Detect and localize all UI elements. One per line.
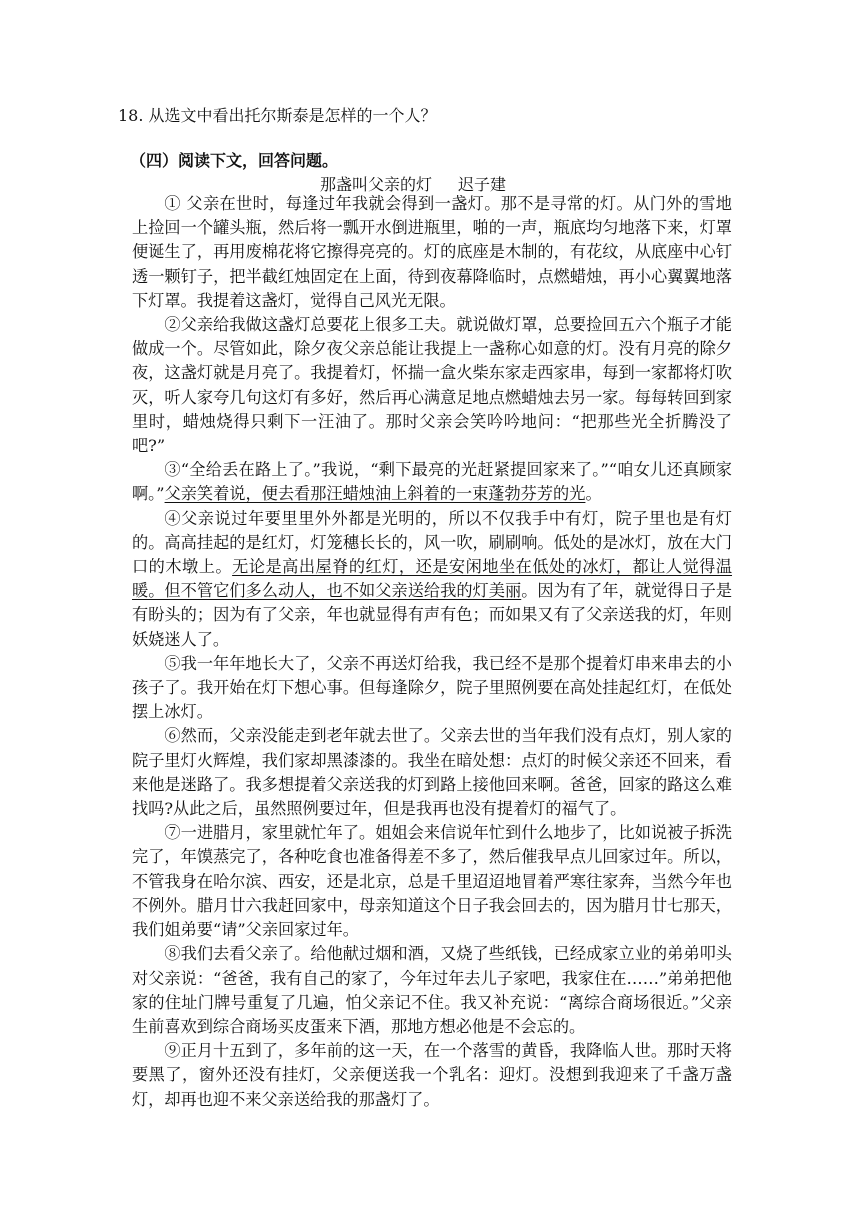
paragraph-2: ②父亲给我做这盏灯总要花上很多工夫。就说做灯罩，总要捡回五六个瓶子才能做成一个。尽管如此，除夕夜父亲总能让我提上一盏称心如意的灯。没有月亮的除夕夜，这盏灯就是月亮了。我提着灯，怀揣一盒火柴东家走西家串，每到一家都将灯吹灭，听人家夸几句这灯有多好，然后再心满意足地点燃蜡烛去另一家。每每转回到家里时，蜡烛烧得只剩下一汪油了。那时父亲会笑吟吟地问：“把那些光全折腾没了吧?” [132, 315, 732, 456]
paragraph-3-end: 。 [585, 484, 602, 504]
underlined-sentence-2: 无论是高出屋脊的红灯，还是安闲地坐在低处的冰灯，都让人觉得温暖。但不管它们多么动人，也不如父亲送给我的灯美丽 [132, 557, 733, 601]
paragraph-9: ⑨正月十五到了，多年前的这一天，在一个落雪的黄昏，我降临人世。那时天将要黑了，窗外还没有挂灯，父亲便送我一个乳名：迎灯。没想到我迎来了千盏万盏灯，却再也迎不来父亲送给我的那盏灯了。 [132, 1041, 732, 1109]
paragraph-7: ⑦一进腊月，家里就忙年了。姐姐会来信说年忙到什么地步了，比如说被子拆洗完了，年馍蒸完了，各种吃食也准备得差不多了，然后催我早点儿回家过年。所以，不管我身在哈尔滨、西安，还是北京，总是千里迢迢地冒着严寒往家奔，当然今年也不例外。腊月廿六我赶回家中，母亲知道这个日子我会回去的，因为腊月廿七那天，我们姐弟要“请”父亲回家过年。 [132, 823, 732, 940]
paragraph-4-text: ④父亲说过年要里里外外都是光明的，所以不仅我手中有灯，院子里也是有灯的。高高挂起的是红灯，灯笼穗长长的，风一吹，刷刷响。低处的是冰灯，放在大门口的木墩上。 [132, 508, 732, 577]
paragraph-8: ⑧我们去看父亲了。给他献过烟和酒，又烧了些纸钱，已经成家立业的弟弟叩头对父亲说：“爸爸，我有自己的家了，今年过年去儿子家吧，我家住在……”弟弟把他家的住址门牌号重复了几遍，怕父亲记不住。我又补充说：“离综合商场很近。”父亲生前喜欢到综合商场买皮蛋来下酒，那地方想必他是不会忘的。 [132, 944, 732, 1036]
paragraph-1: ① 父亲在世时，每逢过年我就会得到一盏灯。那不是寻常的灯。从门外的雪地上捡回一个罐头瓶，然后将一瓢开水倒进瓶里，啪的一声，瓶底均匀地落下来，灯罩便诞生了，再用废棉花将它擦得亮亮的。灯的底座是木制的，有花纹，从底座中心钉透一颗钉子，把半截红烛固定在上面，待到夜幕降临时，点燃蜡烛，再小心翼翼地落下灯罩。我提着这盏灯，觉得自己风光无限。 [132, 194, 732, 310]
section-heading: （四）阅读下文，回答问题。 [130, 151, 339, 170]
paragraph-4 [132, 507, 732, 652]
paragraph-5: ⑤我一年年地长大了，父亲不再送灯给我，我已经不是那个提着灯串来串去的小孩子了。我开始在灯下想心事。但每逢除夕，院子里照例要在高处挂起红灯，在低处摆上冰灯。 [132, 653, 732, 722]
paragraph-3 [132, 458, 732, 506]
underlined-sentence-1: 父亲笑着说，便去看那汪蜡烛油上斜着的一束蓬勃芬芳的光 [164, 484, 586, 504]
article-author: 迟子建 [458, 175, 507, 194]
article-title: 那盏叫父亲的灯 [320, 175, 433, 194]
paragraph-4-rest: 。因为有了年，就觉得日子是有盼头的；因为有了父亲，年也就显得有声有色；而如果又有了父亲送我的灯，年则妖娆迷人了。 [132, 581, 733, 649]
article-body [132, 192, 732, 1112]
question-18: 18. 从选文中看出托尔斯泰是怎样的一个人？ [118, 106, 437, 125]
paragraph-3-text: ③“全给丢在路上了。”我说，“剩下最亮的光赶紧提回家来了。”“咱女儿还真顾家啊。” [132, 460, 732, 504]
paragraph-6: ⑥然而，父亲没能走到老年就去世了。父亲去世的当年我们没有点灯，别人家的院子里灯火辉煌，我们家却黑漆漆的。我坐在暗处想：点灯的时候父亲还不回来，看来他是迷路了。我多想提着父亲送我的灯到路上接他回来啊。爸爸，回家的路这么难找吗?从此之后，虽然照例要过年，但是我再也没有提着灯的福气了。 [132, 726, 732, 819]
